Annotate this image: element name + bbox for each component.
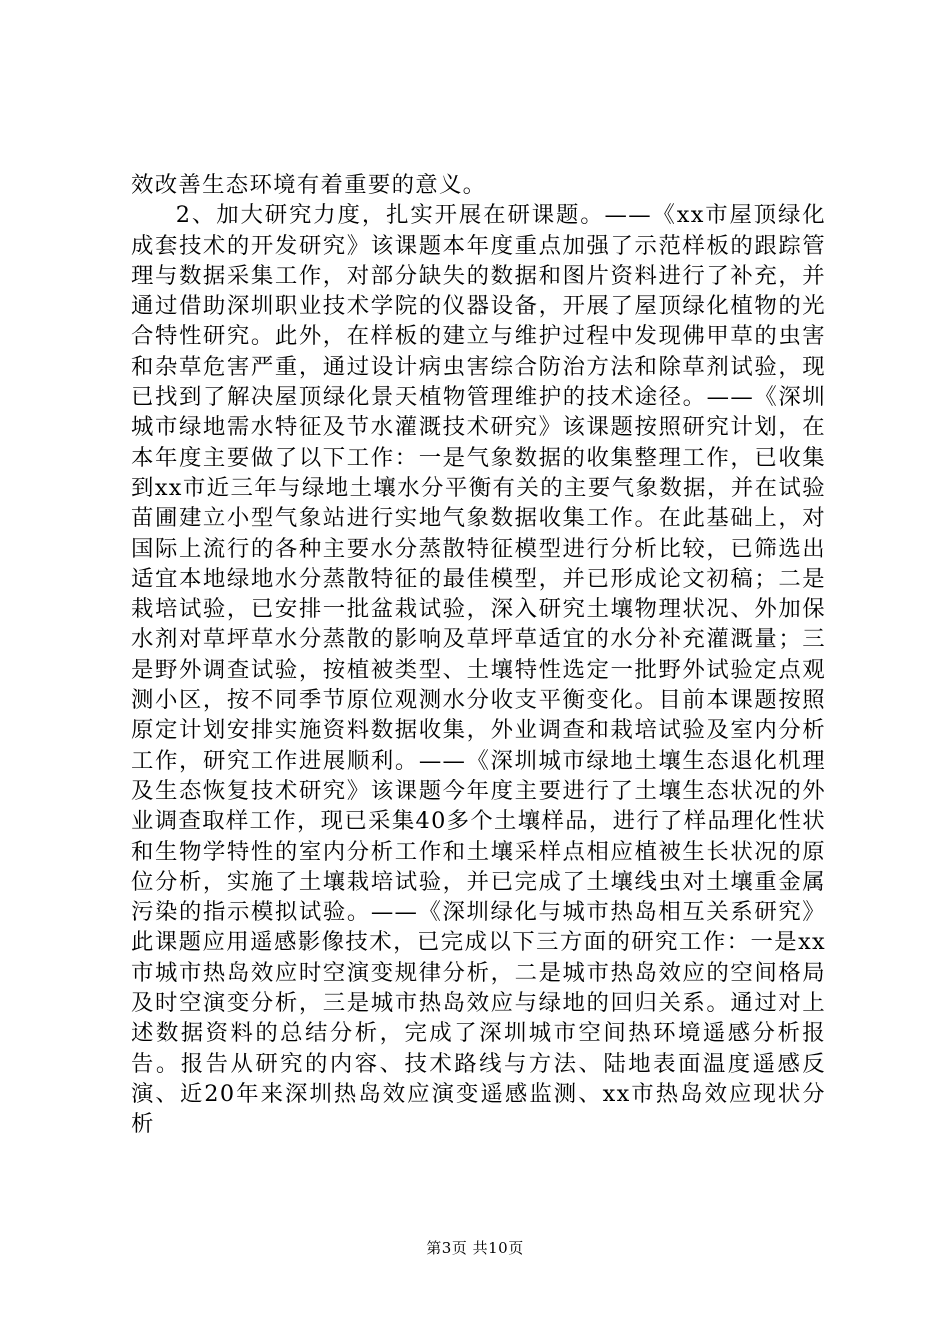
page-footer bbox=[0, 1238, 950, 1258]
paragraph-continuation: 效改善生态环境有着重要的意义。 bbox=[131, 172, 487, 198]
page-number: 第3页 共10页 bbox=[426, 1239, 524, 1257]
document-body bbox=[131, 170, 826, 1140]
paragraph-research-topics: 2、加大研究力度，扎实开展在研课题。——《xx市屋顶绿化成套技术的开发研究》该课题本年度重点加强了示范样板的跟踪管理与数据采集工作，对部分缺失的数据和图片资料进行了补充，并通过借助深圳职业技术学院的仪器设备，开展了屋顶绿化植物的光合特性研究。此外，在样板的建立与维护过程中发现佛甲草的虫害和杂草危害严重，通过设计病虫害综合防治方法和除草剂试验，现已找到了解决屋顶绿化景天植物管理维护的技术途径。——《深圳城市绿地需水特征及节水灌溉技术研究》该课题按照研究计划，在本年度主要做了以下工作：一是气象数据的收集整理工作，已收集到xx市近三年与绿地土壤水分平衡有关的主要气象数据，并在试验苗圃建立小型气象站进行实地气象数据收集工作。在此基础上，对国际上流行的各种主要水分蒸散特征模型进行分析比较，已筛选出适宜本地绿地水分蒸散特征的最佳模型，并已形成论文初稿；二是栽培试验，已安排一批盆栽试验，深入研究土壤物理状况、外加保水剂对草坪草水分蒸散的影响及草坪草适宜的水分补充灌溉量；三是野外调查试验，按植被类型、土壤特性选定一批野外试验定点观测小区，按不同季节原位观测水分收支平衡变化。目前本课题按照原定计划安排实施资料数据收集，外业调查和栽培试验及室内分析工作，研究工作进展顺利。——《深圳城市绿地土壤生态退化机理及生态恢复技术研究》该课题今年度主要进行了土壤生态状况的外业调查取样工作，现已采集40多个土壤样品，进行了样品理化性状和生物学特性的室内分析工作和土壤采样点相应植被生长状况的原位分析，实施了土壤栽培试验，并已完成了土壤线虫对土壤重金属污染的指示模拟试验。——《深圳绿化与城市热岛相互关系研究》此课题应用遥感影像技术，已完成以下三方面的研究工作：一是xx市城市热岛效应时空演变规律分析，二是城市热岛效应的空间格局及时空演变分析，三是城市热岛效应与绿地的回归关系。通过对上述数据资料的总结分析，完成了深圳城市空间热环境遥感分析报告。报告从研究的内容、技术路线与方法、陆地表面温度遥感反演、近20年来深圳热岛效应演变遥感监测、xx市热岛效应现状分析 bbox=[131, 202, 826, 1138]
